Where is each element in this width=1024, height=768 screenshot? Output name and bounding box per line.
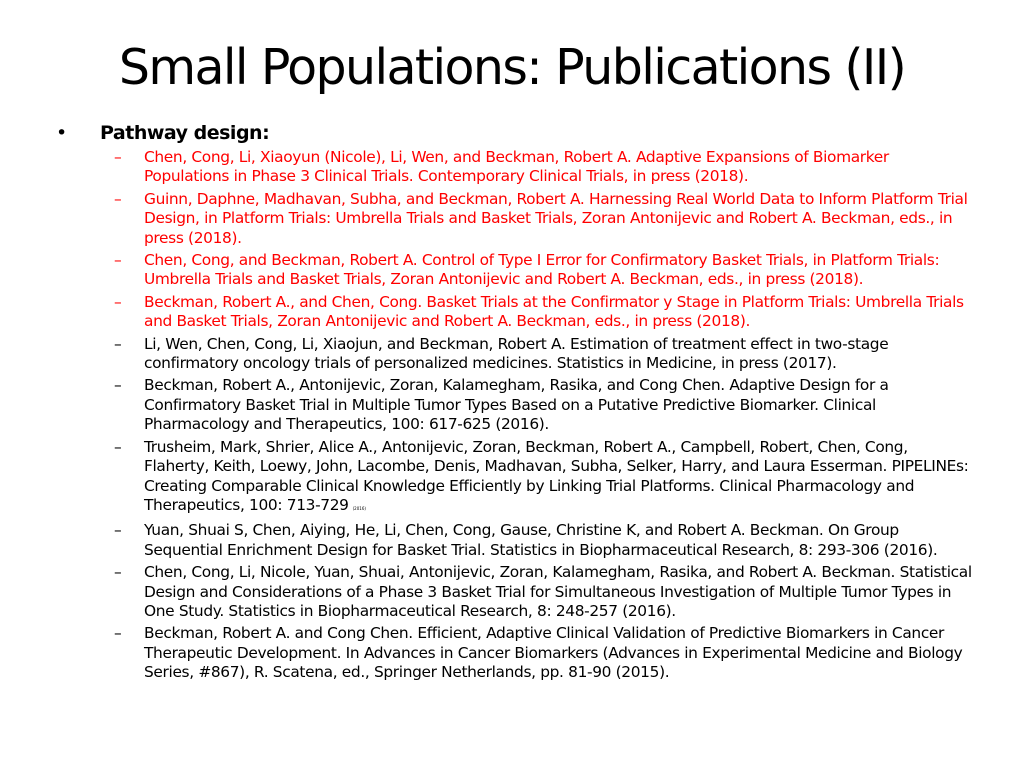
reference-text: Beckman, Robert A., Antonijevic, Zoran, Kalamegham, Rasika, and Cong Chen. Adaptive Design for a Confirmatory Basket Trial in Multiple Tumor Types Based on a Putative Predictive Biomarker. Clinical Pharmacology and Therapeutics, 100: 617-625 (2016). [144,376,889,434]
bullet-marker: • [56,122,67,144]
dash-marker: – [114,251,122,270]
reference-text: Guinn, Daphne, Madhavan, Subha, and Beckman, Robert A. Harnessing Real World Data to Inform Platform Trial Design, in Platform Trials: Umbrella Trials and Basket Trials, Zoran Antonijevic and Robert A. Beckman, eds., in press (2018). [144,189,968,247]
dash-marker: – [114,563,122,582]
reference-item [114,251,976,290]
dash-marker: – [114,521,122,540]
reference-item [114,293,976,332]
reference-item [114,624,976,682]
dash-marker: – [114,334,122,353]
reference-text: Chen, Cong, Li, Xiaoyun (Nicole), Li, Wen, and Beckman, Robert A. Adaptive Expansions of Biomarker Populations in Phase 3 Clinical Trials. Contemporary Clinical Trials, in press (2018). [144,148,889,186]
reference-text: Chen, Cong, Li, Nicole, Yuan, Shuai, Antonijevic, Zoran, Kalamegham, Rasika, and Robert A. Beckman. Statistical Design and Considerations of a Phase 3 Basket Trial for Simultaneous Investigation of Multiple Tumor Types in One Study. Statistics in Biopharmaceutical Research, 8: 248-257 (2016). [144,563,972,620]
reference-tiny-year: (2016) [352,505,366,511]
bullet-heading: Pathway design: [100,122,270,144]
reference-item [114,190,976,248]
reference-item [114,148,976,187]
reference-item [114,563,976,621]
bullet-pathway-design [56,120,976,146]
dash-marker: – [114,148,122,166]
dash-marker: – [114,624,122,643]
dash-marker: – [114,437,122,456]
reference-item [114,335,976,374]
reference-text: Chen, Cong, and Beckman, Robert A. Control of Type I Error for Confirmatory Basket Trials, in Platform Trials: Umbrella Trials and Basket Trials, Zoran Antonijevic and Robert A. Beckman, eds., in press (2018). [144,251,940,289]
dash-marker: – [114,292,122,311]
dash-marker: – [114,376,122,395]
reference-text: Trusheim, Mark, Shrier, Alice A., Antonijevic, Zoran, Beckman, Robert A., Campbell, Robert, Chen, Cong, Flaherty, Keith, Loewy, John, Lacombe, Denis, Madhavan, Subha, Selker, Harry, and Laura Esserman. PIPELINEs: Creating Comparable Clinical Knowledge Efficiently by Linking Trial Platforms. Clinical Pharmacology and Therapeutics, 100: 713-729 [144,437,969,514]
dash-marker: – [114,189,122,208]
reference-text: Beckman, Robert A., and Chen, Cong. Basket Trials at the Confirmator y Stage in Platform Trials: Umbrella Trials and Basket Trials, Zoran Antonijevic and Robert A. Beckman, eds., in press (2018). [144,292,964,331]
slide-title: Small Populations: Publications (II) [118,39,906,96]
reference-item [114,376,976,434]
reference-item [114,521,976,560]
reference-list [56,148,976,683]
reference-text: Yuan, Shuai S, Chen, Aiying, He, Li, Chen, Cong, Gause, Christine K, and Robert A. Beckman. On Group Sequential Enrichment Design for Basket Trial. Statistics in Biopharmaceutical Research, 8: 293-306 (2016). [144,521,938,559]
slide-body [56,120,976,686]
reference-item [114,438,976,519]
reference-text: Beckman, Robert A. and Cong Chen. Efficient, Adaptive Clinical Validation of Predictive Biomarkers in Cancer Therapeutic Development. In Advances in Cancer Biomarkers (Advances in Experimental Medicine and Biology Series, #867), R. Scatena, ed., Springer Netherlands, pp. 81-90 (2015). [144,624,963,682]
reference-text-container [144,438,976,519]
reference-text: Li, Wen, Chen, Cong, Li, Xiaojun, and Beckman, Robert A. Estimation of treatment effect in two-stage confirmatory oncology trials of personalized medicines. Statistics in Medicine, in press (2017). [144,334,889,373]
